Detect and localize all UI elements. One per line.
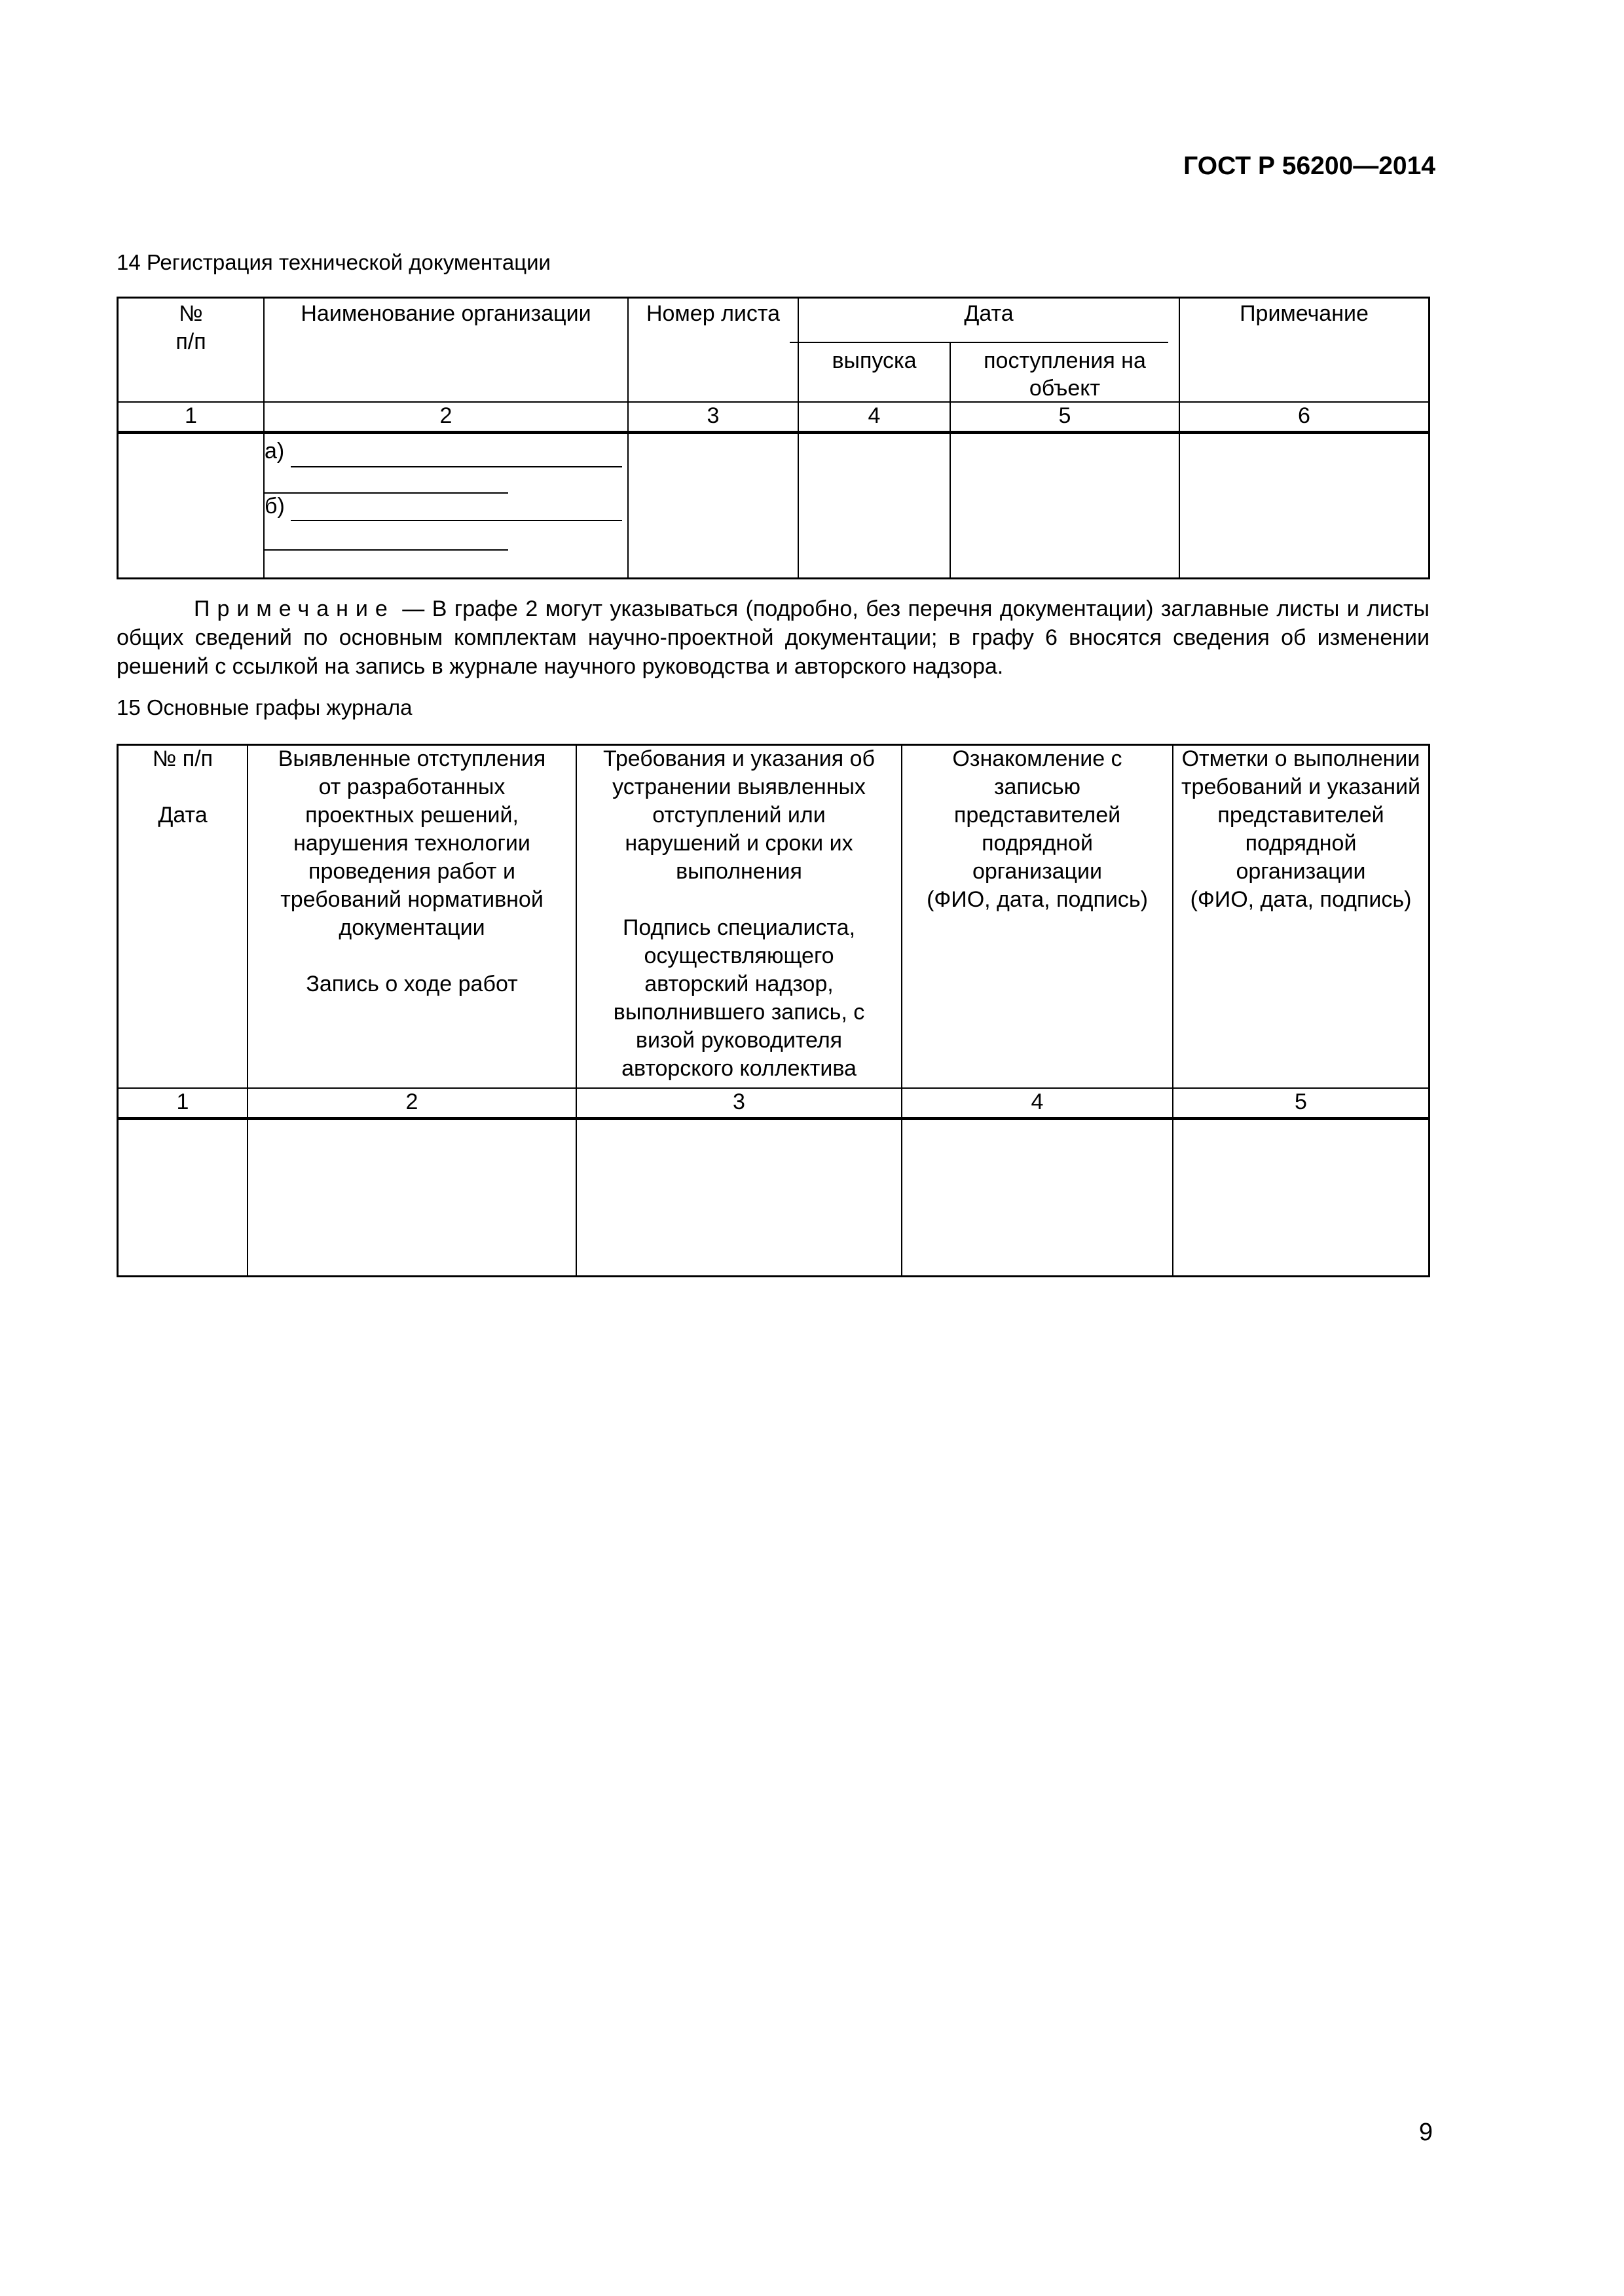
header-arrival-line1: поступления на bbox=[984, 348, 1146, 373]
journal-header-date: Дата bbox=[158, 803, 208, 828]
header-line: (ФИО, дата, подпись) bbox=[1190, 887, 1412, 912]
journal-header-completion-marks bbox=[1173, 745, 1428, 914]
header-line: устранении выявленных bbox=[612, 774, 866, 799]
header-release: выпуска bbox=[832, 348, 917, 373]
header-line: записью bbox=[993, 774, 1081, 799]
header-line: Выявленные отступления bbox=[278, 746, 546, 771]
row-item-a: а) bbox=[265, 439, 285, 464]
column-number: 5 bbox=[1295, 1089, 1307, 1114]
header-line: организации bbox=[1236, 859, 1366, 884]
page-number: 9 bbox=[1418, 2119, 1433, 2146]
header-line: представителей bbox=[953, 803, 1121, 828]
header-remark: Примечание bbox=[1240, 301, 1369, 326]
journal-header-deviations bbox=[248, 745, 576, 998]
header-line: (ФИО, дата, подпись) bbox=[927, 887, 1148, 912]
header-line: от разработанных bbox=[318, 774, 506, 799]
column-number: 2 bbox=[405, 1089, 418, 1114]
standard-designation: ГОСТ Р 56200—2014 bbox=[1183, 152, 1435, 180]
column-number: 1 bbox=[176, 1089, 189, 1114]
note-text: — В графе 2 могут указываться (подробно, без перечня документации) заглавные листы и листы общих сведений по основным комплектам научно-проектной документации; в графу 6 вносятся сведения об изменении решений с ссылкой на запись в журнале научного руководства и авторского надзора. bbox=[117, 596, 1430, 679]
header-line: проведения работ и bbox=[308, 859, 515, 884]
journal-header-number-date bbox=[119, 745, 247, 829]
header-line: нарушения технологии bbox=[293, 831, 530, 856]
header-line: авторского коллектива bbox=[621, 1056, 857, 1081]
column-number: 4 bbox=[1031, 1089, 1044, 1114]
section-15-caption: 15 Основные графы журнала bbox=[117, 695, 413, 720]
column-number: 3 bbox=[733, 1089, 745, 1114]
header-line: Запись о ходе работ bbox=[306, 972, 518, 996]
note-paragraph bbox=[117, 594, 1430, 681]
header-line: организации bbox=[972, 859, 1103, 884]
header-line: выполнения bbox=[676, 859, 802, 884]
column-number: 3 bbox=[707, 403, 720, 428]
column-number: 6 bbox=[1298, 403, 1310, 428]
header-org: Наименование организации bbox=[301, 301, 591, 326]
header-num-line2: п/п bbox=[175, 329, 206, 354]
journal-header-acknowledgement bbox=[902, 745, 1172, 914]
header-line: подрядной bbox=[1245, 831, 1357, 856]
header-date: Дата bbox=[964, 301, 1014, 326]
header-line: выполнившего запись, с bbox=[613, 1000, 865, 1025]
header-sheet-number: Номер листа bbox=[646, 301, 781, 326]
header-line: авторский надзор, bbox=[644, 972, 834, 996]
header-num-line1: № bbox=[179, 301, 203, 326]
column-number: 5 bbox=[1058, 403, 1071, 428]
header-num bbox=[119, 300, 263, 356]
header-line: Отметки о выполнении bbox=[1181, 746, 1420, 771]
row-item-b: б) bbox=[265, 494, 285, 519]
header-line: требований и указаний bbox=[1181, 774, 1421, 799]
journal-header-requirements bbox=[577, 745, 901, 1083]
journal-header-number: № п/п bbox=[152, 746, 213, 771]
header-line: подрядной bbox=[982, 831, 1093, 856]
header-line: нарушений и сроки их bbox=[625, 831, 853, 856]
header-line: представителей bbox=[1217, 803, 1384, 828]
section-14-caption: 14 Регистрация технической документации bbox=[117, 250, 551, 274]
header-line: осуществляющего bbox=[644, 943, 834, 968]
column-number: 4 bbox=[868, 403, 881, 428]
note-label: Примечание bbox=[194, 596, 395, 621]
header-line: визой руководителя bbox=[635, 1028, 843, 1053]
header-arrival-line2: объект bbox=[1029, 376, 1101, 401]
column-number: 2 bbox=[439, 403, 452, 428]
column-number: 1 bbox=[185, 403, 197, 428]
header-line: проектных решений, bbox=[305, 803, 519, 828]
header-line: документации bbox=[339, 915, 485, 940]
header-line: Подпись специалиста, bbox=[622, 915, 856, 940]
header-line: требований нормативной bbox=[280, 887, 544, 912]
header-line: отступлений или bbox=[652, 803, 826, 828]
header-line: Ознакомление с bbox=[952, 746, 1122, 771]
header-line: Требования и указания об bbox=[603, 746, 875, 771]
header-arrival bbox=[951, 347, 1179, 402]
